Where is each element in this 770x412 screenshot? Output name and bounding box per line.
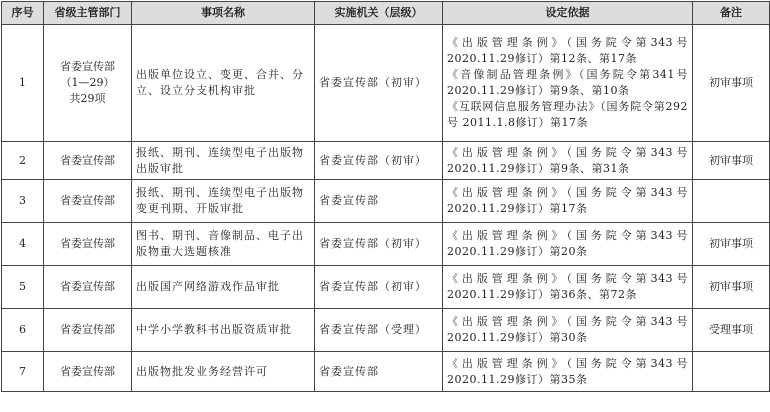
basis-line: 《互联网信息服务管理办法》（国务院令第292号 2011.1.8修订）第17条 [447,100,688,129]
table-row [2,266,770,309]
table-header-row [2,2,770,25]
table-row [2,352,770,392]
row-dept: 省委宣传部 [44,180,132,223]
row-agency: 省委宣传部（受理） [315,309,443,352]
row-no: 7 [2,352,44,392]
row-item: 出版国产网络游戏作品审批 [132,266,315,309]
row-item: 出版物批发业务经营许可 [132,352,315,392]
row-dept: 省委宣传部 [44,223,132,266]
header-note: 备注 [693,2,770,25]
row-no: 2 [2,142,44,180]
header-agency: 实施机关（层级） [315,2,443,25]
dept-range: （1—29） [60,76,115,89]
table-row [2,309,770,352]
row-basis: 《出版管理条例》（国务院令第343号2020.11.29修订）第35条 [443,352,693,392]
row-item: 出版单位设立、变更、合并、分立、设立分支机构审批 [132,25,315,142]
row-basis: 《出版管理条例》（国务院令第343号2020.11.29修订）第36条、第72条 [443,266,693,309]
row-dept: 省委宣传部 [44,352,132,392]
row-no: 4 [2,223,44,266]
row-basis: 《出版管理条例》（国务院令第343号2020.11.29修订）第20条 [443,223,693,266]
table-row [2,142,770,180]
row-item: 图书、期刊、音像制品、电子出版物重大选题核准 [132,223,315,266]
row-note: 受理事项 [693,309,770,352]
row-no: 6 [2,309,44,352]
row-basis: 《出版管理条例》（国务院令第343号2020.11.29修订）第9条、第31条 [443,142,693,180]
row-note [693,352,770,392]
row-no: 5 [2,266,44,309]
row-agency: 省委宣传部（初审） [315,25,443,142]
row-agency: 省委宣传部（初审） [315,223,443,266]
header-no: 序号 [2,2,44,25]
row-agency: 省委宣传部 [315,352,443,392]
table-row [2,25,770,142]
header-basis: 设定依据 [443,2,693,25]
basis-line: 《出版管理条例》（国务院令第343号2020.11.29修订）第12条、第17条 [447,36,688,65]
row-dept: 省委宣传部 [44,142,132,180]
row-item: 报纸、期刊、连续型电子出版物出版审批 [132,142,315,180]
row-dept [44,25,132,142]
row-agency: 省委宣传部（初审） [315,142,443,180]
row-agency: 省委宣传部 [315,180,443,223]
row-note: 初审事项 [693,266,770,309]
row-note: 初审事项 [693,223,770,266]
row-dept: 省委宣传部 [44,309,132,352]
row-no: 3 [2,180,44,223]
row-basis: 《出版管理条例》（国务院令第343号2020.11.29修订）第17条 [443,180,693,223]
row-note [693,180,770,223]
row-basis: 《出版管理条例》（国务院令第343号2020.11.29修订）第30条 [443,309,693,352]
dept-count: 共29项 [69,92,106,105]
approval-items-table [1,1,770,392]
dept-line: 省委宣传部 [60,60,115,73]
row-basis [443,25,693,142]
row-agency: 省委宣传部（初审） [315,266,443,309]
table-row [2,223,770,266]
row-no: 1 [2,25,44,142]
row-item: 中学小学教科书出版资质审批 [132,309,315,352]
row-dept: 省委宣传部 [44,266,132,309]
row-item: 报纸、期刊、连续型电子出版物变更刊期、开版审批 [132,180,315,223]
table-row [2,180,770,223]
row-note: 初审事项 [693,142,770,180]
row-note: 初审事项 [693,25,770,142]
header-item: 事项名称 [132,2,315,25]
basis-line: 《音像制品管理条例》（国务院令第341号2020.11.29修订）第9条、第10条 [447,68,688,97]
header-dept: 省级主管部门 [44,2,132,25]
